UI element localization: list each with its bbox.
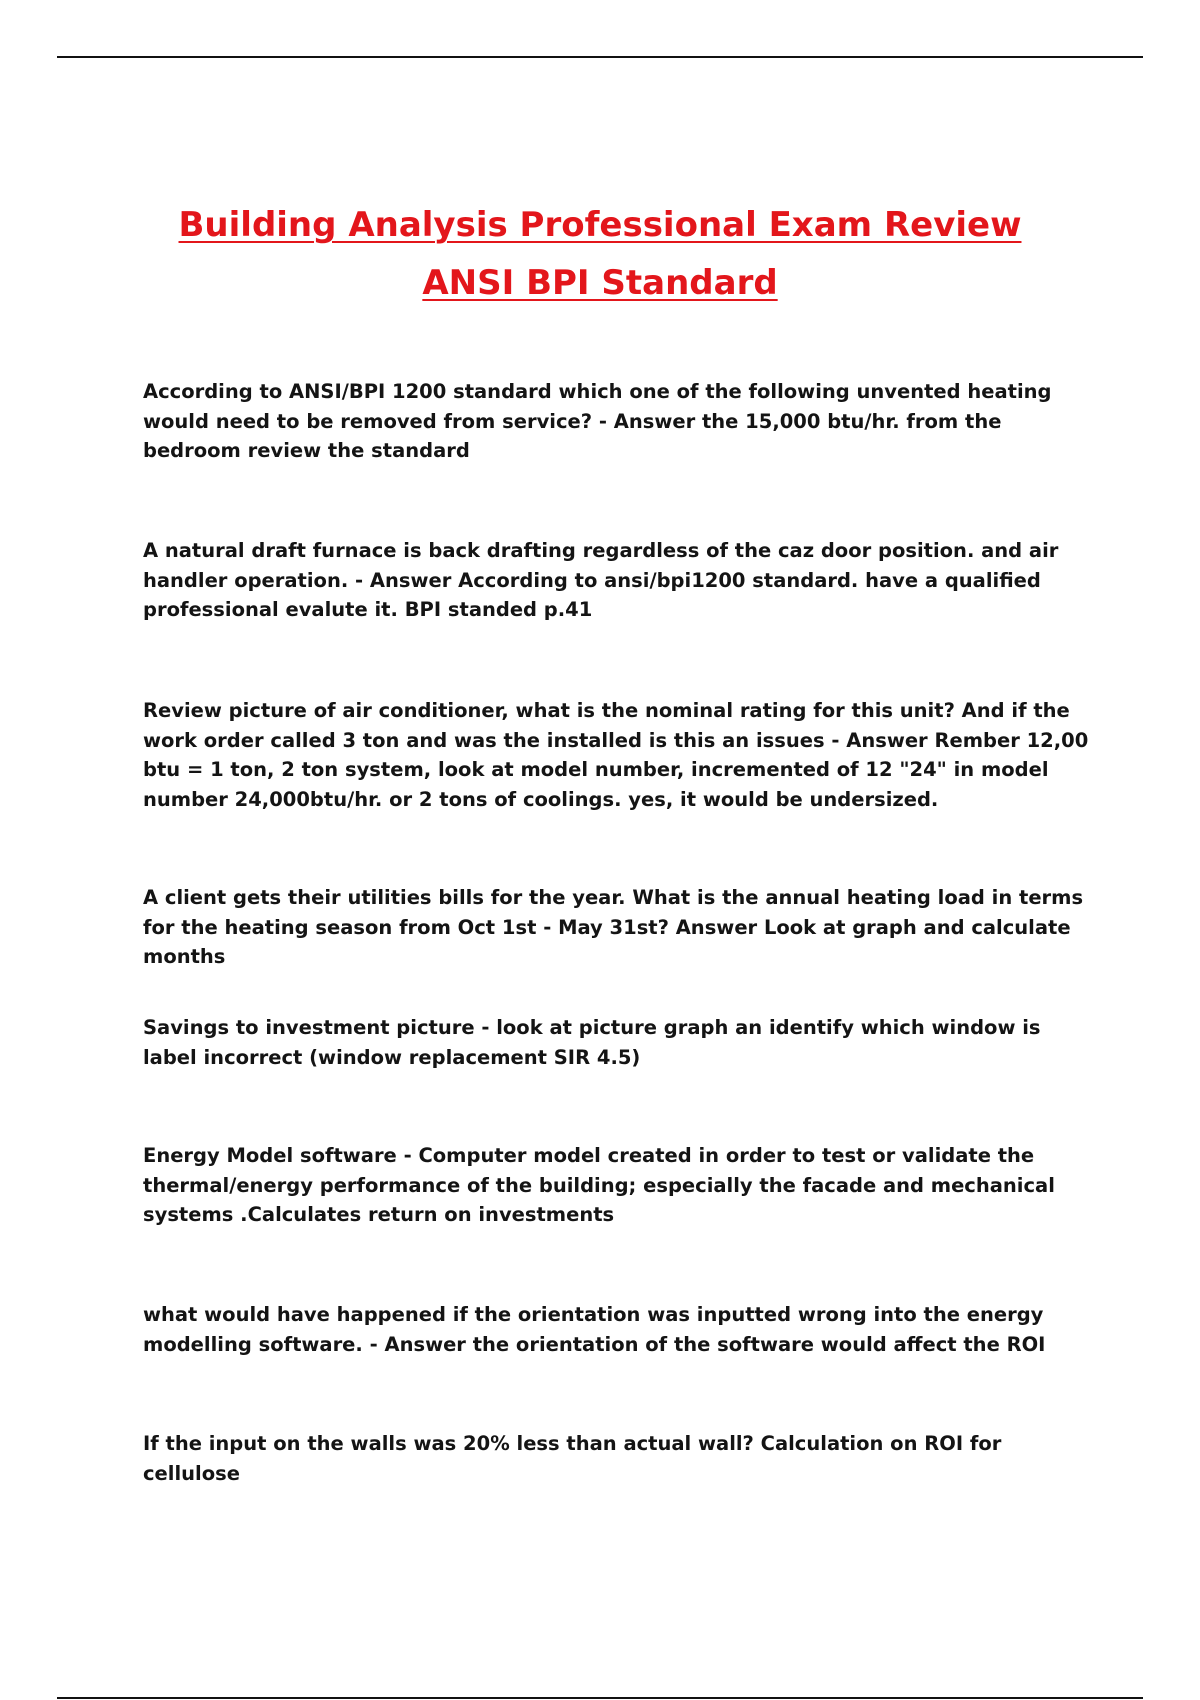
qa-entry-8: If the input on the walls was 20% less than actual wall? Calculation on ROI for cellulose bbox=[143, 1432, 1002, 1485]
qa-entry-3: Review picture of air conditioner, what is the nominal rating for this unit? And if the work order called 3 ton and was the installed is this an issues - Answer Rember 12,00 btu = 1 ton, 2 ton system, look at model number, incremented of 12 "24" in model number 24,000btu/hr. or 2 tons of coolings. yes, it would be undersized. bbox=[143, 699, 1089, 811]
title-line-2: ANSI BPI Standard bbox=[422, 263, 778, 303]
qa-entry-5: Savings to investment picture - look at picture graph an identify which window is label incorrect (window replacement SIR 4.5) bbox=[143, 1016, 1041, 1069]
qa-entry-7: what would have happened if the orientation was inputted wrong into the energy modelling software. - Answer the orientation of the software would affect the ROI bbox=[143, 1303, 1046, 1356]
footer-rule bbox=[57, 1697, 1143, 1699]
title-line-1: Building Analysis Professional Exam Review bbox=[178, 205, 1022, 245]
qa-entry-4: A client gets their utilities bills for the year. What is the annual heating load in terms for the heating season from Oct 1st - May 31st? Answer Look at graph and calculate months bbox=[143, 886, 1084, 968]
header-rule bbox=[57, 56, 1143, 58]
qa-entry-6: Energy Model software - Computer model created in order to test or validate the thermal/energy performance of the building; especially the facade and mechanical systems .Calculates return on investments bbox=[143, 1144, 1055, 1226]
qa-entry-1: According to ANSI/BPI 1200 standard which one of the following unvented heating would need to be removed from service? - Answer the 15,000 btu/hr. from the bedroom review the standard bbox=[143, 380, 1052, 462]
document-title bbox=[0, 196, 1200, 312]
qa-entry-2: A natural draft furnace is back drafting regardless of the caz door position. and air handler operation. - Answer According to ansi/bpi1200 standard. have a qualified professional evalute it. BPI standed p.41 bbox=[143, 539, 1059, 621]
